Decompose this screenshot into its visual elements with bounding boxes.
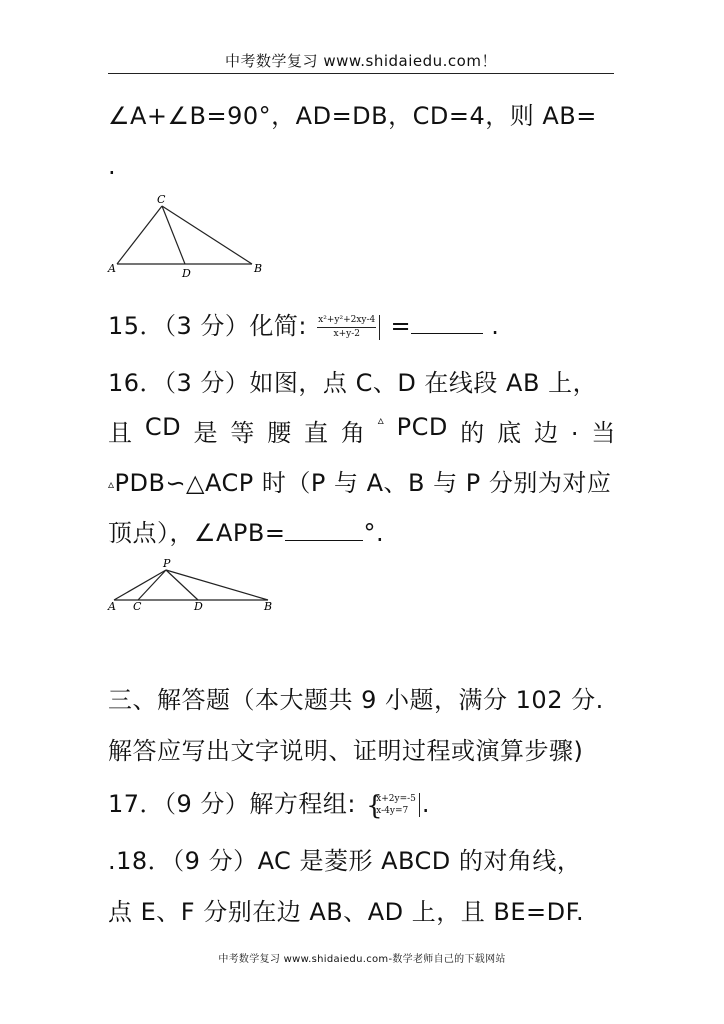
q18-line1: .18．（9 分）AC 是菱形 ABCD 的对角线，	[108, 847, 582, 875]
label-p: P	[163, 558, 171, 570]
section3-heading-line2: 解答应写出文字说明、证明过程或演算步骤)	[108, 737, 584, 765]
label-b: B	[264, 600, 273, 613]
q15-numerator: x²+y²+2xy-4	[317, 315, 376, 328]
header-divider	[108, 73, 614, 74]
q16-line3	[108, 463, 611, 498]
label-a: A	[108, 600, 116, 613]
triangle-symbol: ▵	[108, 477, 115, 491]
segment-cb	[162, 206, 252, 264]
q16-word: 边	[533, 419, 559, 447]
q16-line2	[108, 413, 616, 448]
q16-word: 当	[591, 419, 616, 447]
q16-word: PCD	[396, 413, 448, 441]
q16-word: 角	[340, 419, 366, 447]
q16-word: .	[570, 413, 579, 441]
q16-word: CD	[144, 413, 182, 441]
label-d: D	[194, 600, 203, 613]
q16-answer-blank	[285, 518, 363, 541]
q17-prefix: 17．（9 分）解方程组:	[108, 790, 357, 818]
q17-end: .	[421, 790, 431, 818]
segment-pa	[114, 570, 166, 600]
q15-equals: =	[390, 312, 412, 340]
label-b: B	[254, 262, 263, 275]
q16-word: 底	[497, 419, 522, 447]
q15-denominator: x+y-2	[333, 328, 360, 339]
q16-figure	[106, 558, 278, 620]
q14-line1: ∠A+∠B=90°，AD=DB，CD=4，则 AB=	[108, 102, 597, 130]
q16-word: 的	[460, 419, 485, 447]
q17-equation-1: x+2y=-5	[376, 794, 416, 804]
page-header: 中考数学复习 www.shidaiedu.com！	[225, 52, 497, 70]
q15-answer-blank	[411, 311, 483, 334]
left-brace-icon: {	[366, 791, 384, 821]
segment-ac	[117, 206, 162, 264]
section3-heading-line1: 三、解答题（本大题共 9 小题，满分 102 分.	[108, 686, 604, 714]
q16-word: 且	[108, 419, 133, 447]
q15-fraction	[317, 315, 380, 340]
q16-word: 腰	[267, 419, 292, 447]
q17-equation-system	[366, 791, 420, 821]
q16-word: 是	[193, 419, 218, 447]
q16-line1: 16．（3 分）如图，点 C、D 在线段 AB 上，	[108, 369, 598, 397]
q15-line	[108, 306, 499, 341]
page-footer: 中考数学复习 www.shidaiedu.com-数学老师自己的下载网站	[218, 954, 506, 965]
q17-equation-2: x-4y=7	[376, 806, 409, 816]
q14-triangle-figure	[106, 192, 266, 282]
label-a: A	[108, 262, 116, 275]
q16-line3-text: PDB∽△ACP 时（P 与 A、B 与 P 分别为对应	[114, 469, 612, 497]
q16-word: 直	[304, 419, 329, 447]
triangle-symbol: ▵	[377, 413, 385, 427]
label-c: C	[157, 193, 166, 206]
segment-cd	[162, 206, 185, 264]
q16-line4-b: °.	[363, 519, 385, 547]
q15-end: .	[491, 312, 500, 340]
q16-line4	[108, 513, 384, 548]
q16-word: 等	[230, 419, 255, 447]
q15-prefix: 15．（3 分）化简:	[108, 312, 308, 340]
label-c: C	[133, 600, 142, 613]
q17-line	[108, 784, 430, 819]
q18-line2: 点 E、F 分别在边 AB、AD 上，且 BE=DF.	[108, 898, 585, 926]
q16-line4-a: 顶点），∠APB=	[108, 519, 286, 547]
segment-pc	[138, 570, 166, 600]
q14-line2: .	[108, 152, 117, 180]
label-d: D	[182, 267, 191, 278]
